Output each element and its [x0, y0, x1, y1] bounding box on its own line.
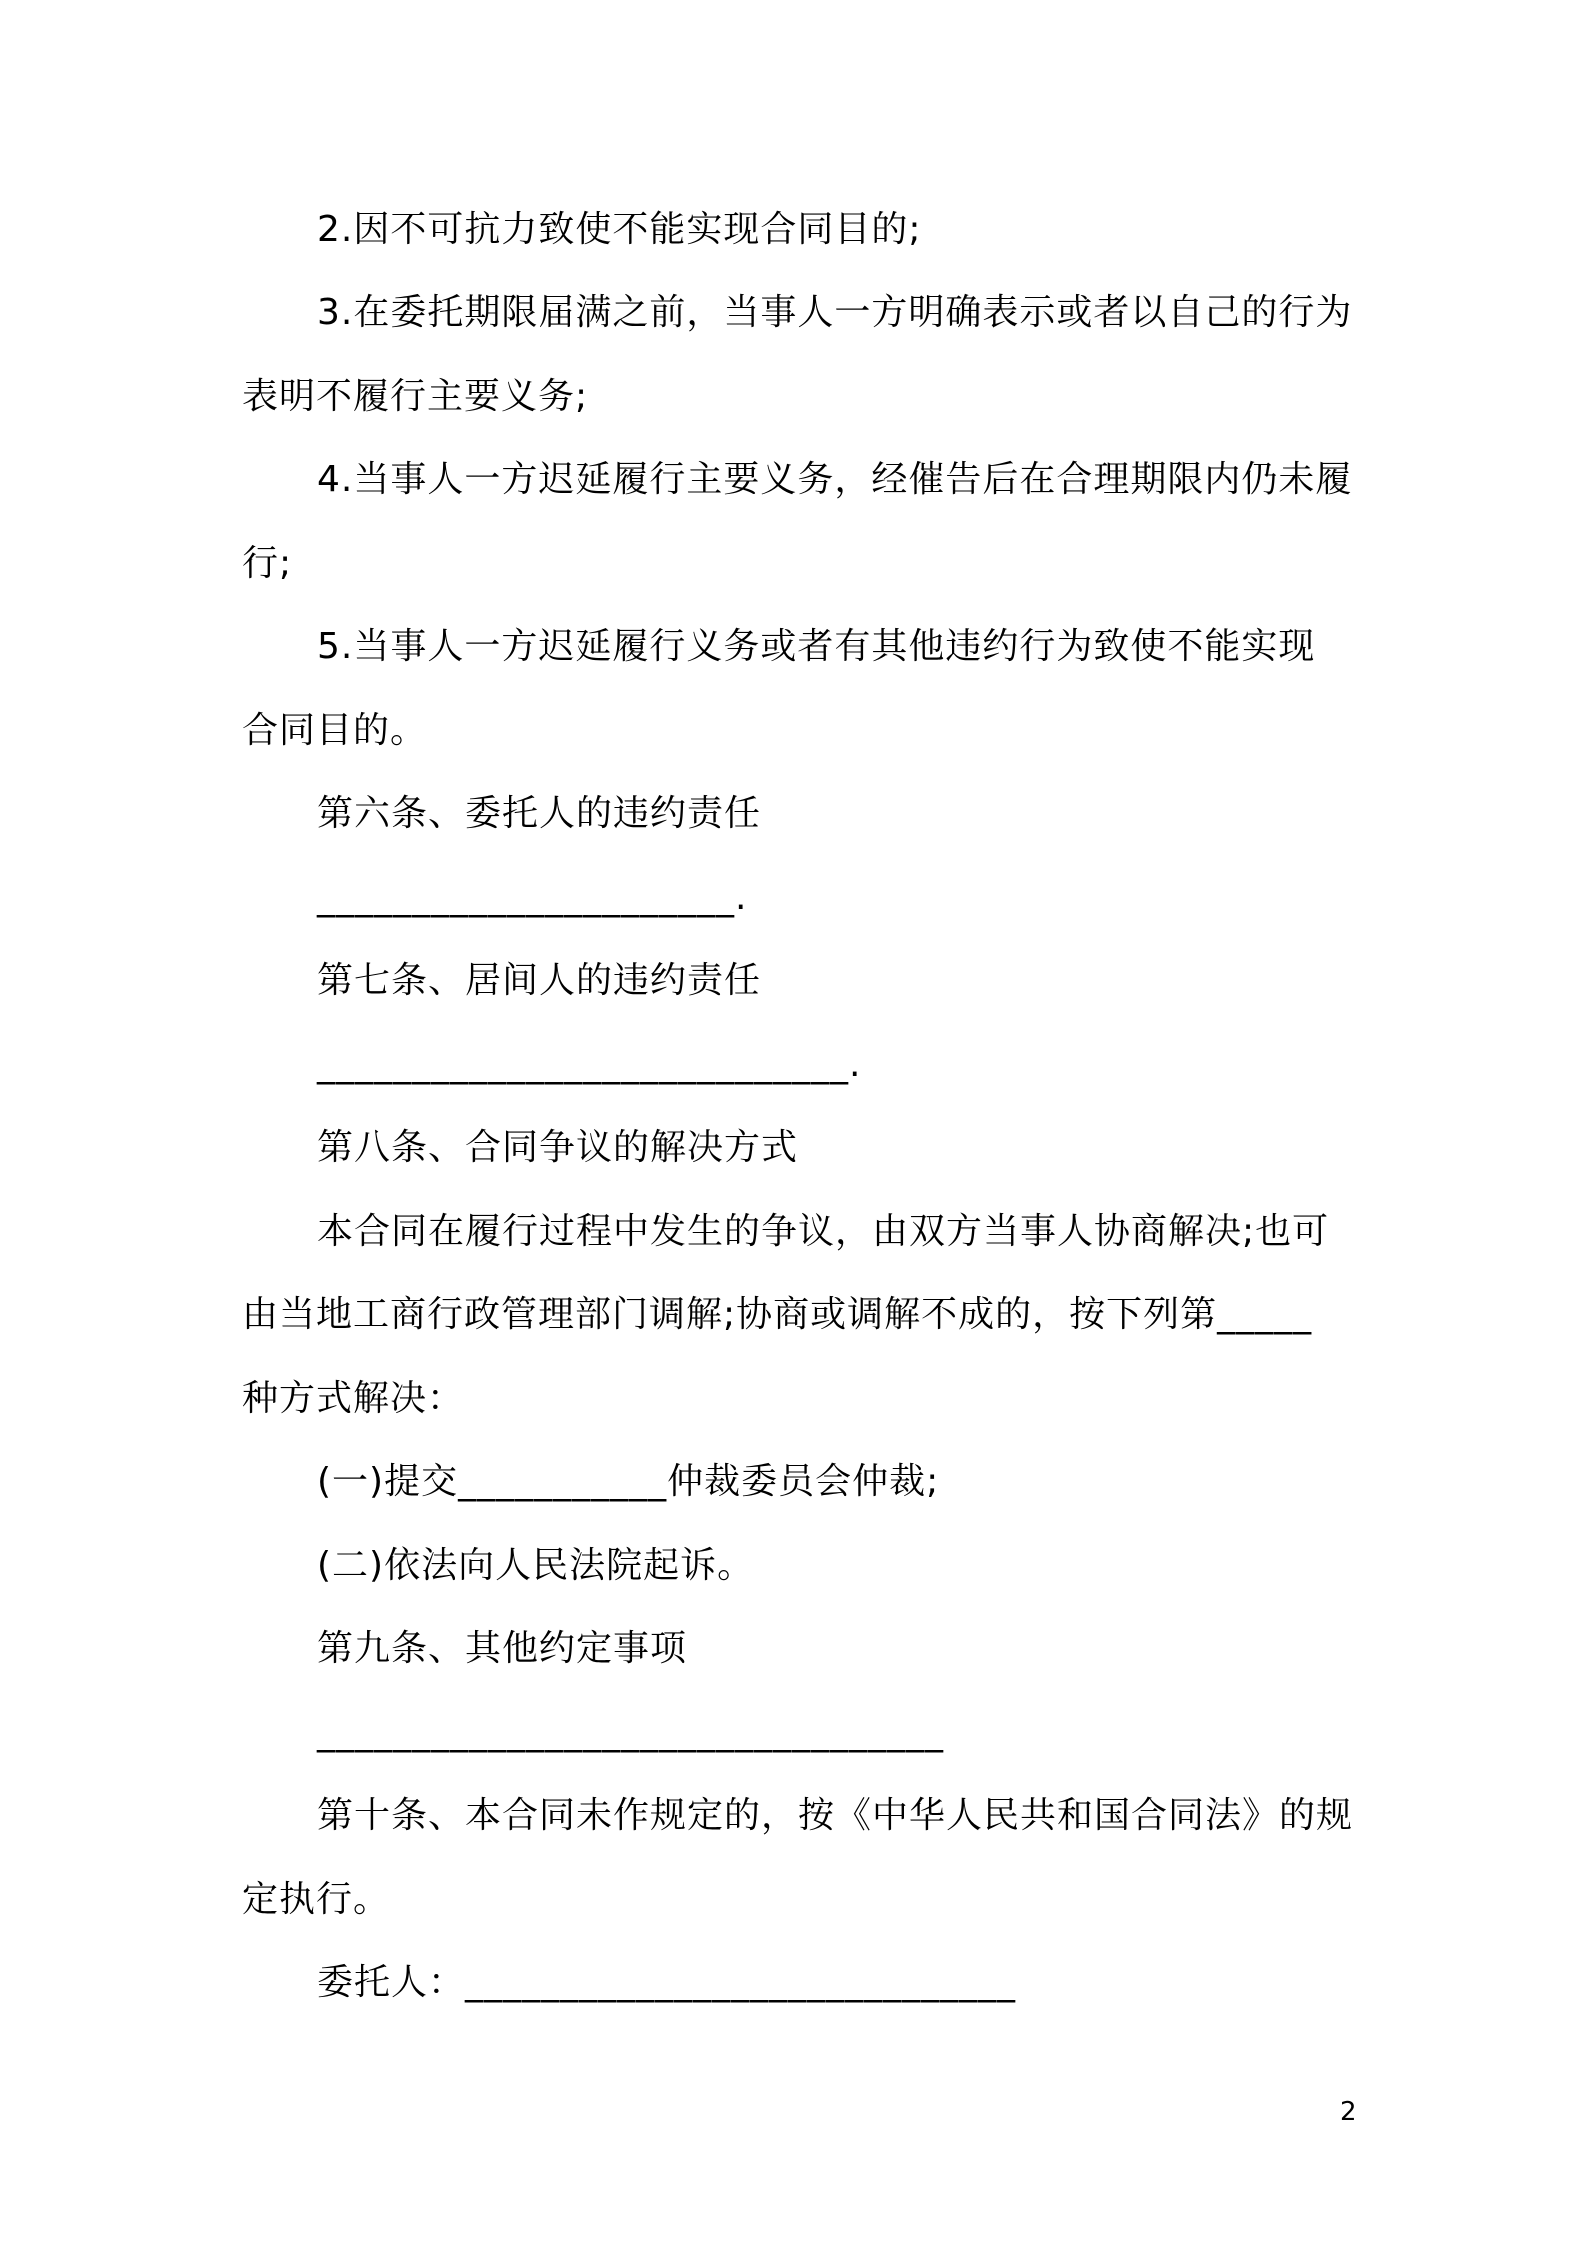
client-signature-line: 委托人：_____________________________ [317, 1962, 1017, 2003]
article-8-body-line-2: 由当地工商行政管理部门调解;协商或调解不成的，按下列第_____ [242, 1294, 1313, 1335]
article-8-heading: 第八条、合同争议的解决方式 [317, 1127, 799, 1168]
article-9-heading: 第九条、其他约定事项 [317, 1628, 688, 1669]
page-number: 2 [1340, 2097, 1358, 2127]
article-9-blank: _________________________________ [317, 1712, 944, 1753]
clause-item-4-line-2: 行; [242, 543, 293, 584]
article-7-heading: 第七条、居间人的违约责任 [317, 960, 762, 1001]
article-10-line-2: 定执行。 [242, 1879, 391, 1920]
article-8-option-2: (二)依法向人民法院起诉。 [317, 1545, 755, 1586]
article-10-line-1: 第十条、本合同未作规定的，按《中华人民共和国合同法》的规 [317, 1795, 1354, 1836]
article-6-heading: 第六条、委托人的违约责任 [317, 793, 762, 834]
article-8-body-line-1: 本合同在履行过程中发生的争议，由双方当事人协商解决;也可 [317, 1211, 1330, 1252]
clause-item-3-line-2: 表明不履行主要义务; [242, 376, 589, 417]
article-6-blank: ______________________. [317, 877, 748, 918]
clause-item-5-line-1: 5.当事人一方迟延履行义务或者有其他违约行为致使不能实现 [317, 626, 1316, 667]
clause-item-5-line-2: 合同目的。 [242, 710, 428, 751]
article-8-body-line-3: 种方式解决： [242, 1378, 465, 1419]
article-8-option-1: (一)提交___________仲裁委员会仲裁; [317, 1461, 940, 1502]
clause-item-2: 2.因不可抗力致使不能实现合同目的; [317, 209, 922, 250]
clause-item-3-line-1: 3.在委托期限届满之前，当事人一方明确表示或者以自己的行为 [317, 292, 1353, 333]
clause-item-4-line-1: 4.当事人一方迟延履行主要义务，经催告后在合理期限内仍未履 [317, 459, 1353, 500]
article-7-blank: ____________________________. [317, 1044, 862, 1085]
